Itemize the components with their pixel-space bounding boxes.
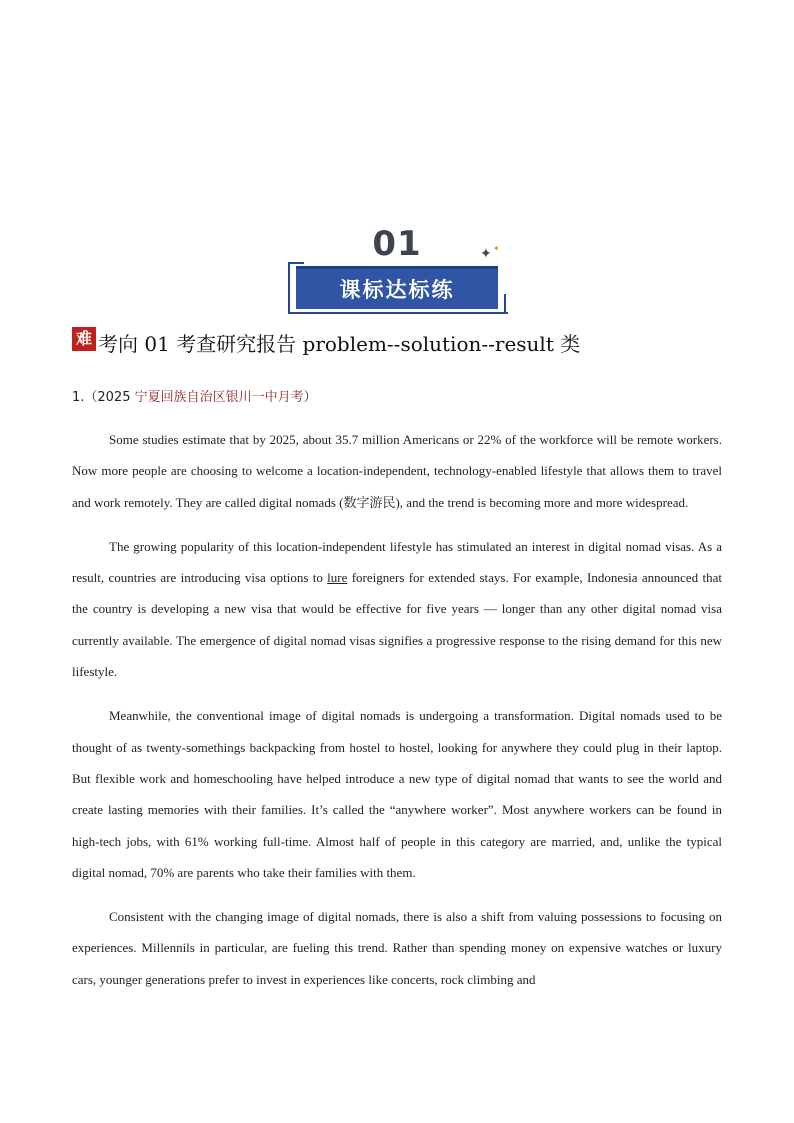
section-banner [0, 222, 794, 322]
banner-title: 课标达标练 [339, 278, 455, 302]
section-title: 考向 01 考查研究报告 problem--solution--result 类 [98, 332, 581, 356]
underlined-word: lure [327, 570, 348, 586]
paragraph: Some studies estimate that by 2025, about 35.7 million Americans or 22% of the workforce will be remote workers. Now more people are choosing to welcome a location-independent, technology-enabled lifestyle that allows them to travel and work remotely. They are called digital nomads (数字游民), and the trend is becoming more and more widespread. [72, 432, 722, 510]
banner-frame-corner [288, 262, 304, 264]
passage [72, 424, 722, 1008]
small-sparkle-icon: ✦ [493, 244, 500, 253]
paragraph-text: The growing popularity of this location-independent lifestyle has stimulated an interest in digital nomad visas. As a result, countries are introducing visa options to [72, 538, 722, 586]
sparkle-icon: ✦ [480, 246, 492, 262]
source-close: ） [303, 390, 317, 405]
banner-number: 01 [372, 224, 422, 264]
banner-frame-corner [504, 294, 506, 314]
paragraph: Meanwhile, the conventional image of digital nomads is undergoing a transformation. Digital nomads used to be thought of as twenty-somethings backpacking from hostel to hostel, looking for anywhere they could plug in their laptop. But flexible work and homeschooling have helped introduce a new type of digital nomad that wants to see the world and create lasting memories with their families. It’s called the “anywhere worker”. Most anywhere workers can be found in high-tech jobs, with 61% working full-time. Almost half of people in this category are married, and, unlike the typical digital nomad, 70% are parents who take their families with them. [72, 708, 722, 880]
question-number: 1.（2025 [72, 390, 135, 405]
section-heading [72, 328, 580, 357]
source-school: 宁夏回族自治区银川一中月考 [134, 390, 304, 405]
banner-title-box [296, 266, 498, 309]
difficulty-badge: 难 [72, 327, 96, 351]
question-source [72, 386, 317, 405]
paragraph: Consistent with the changing image of digital nomads, there is also a shift from valuing possessions to focusing on experiences. Millennils in particular, are fueling this trend. Rather than spending money on expensive watches or luxury cars, younger generations prefer to invest in experiences like concerts, rock climbing and [72, 909, 722, 987]
paragraph [72, 531, 722, 687]
paragraph-text: foreigners for extended stays. For example, Indonesia announced that the country is developing a new visa that would be effective for five years — longer than any other digital nomad visa currently available. The emergence of digital nomad visas signifies a progressive response to the rising demand for this new lifestyle. [72, 570, 722, 680]
